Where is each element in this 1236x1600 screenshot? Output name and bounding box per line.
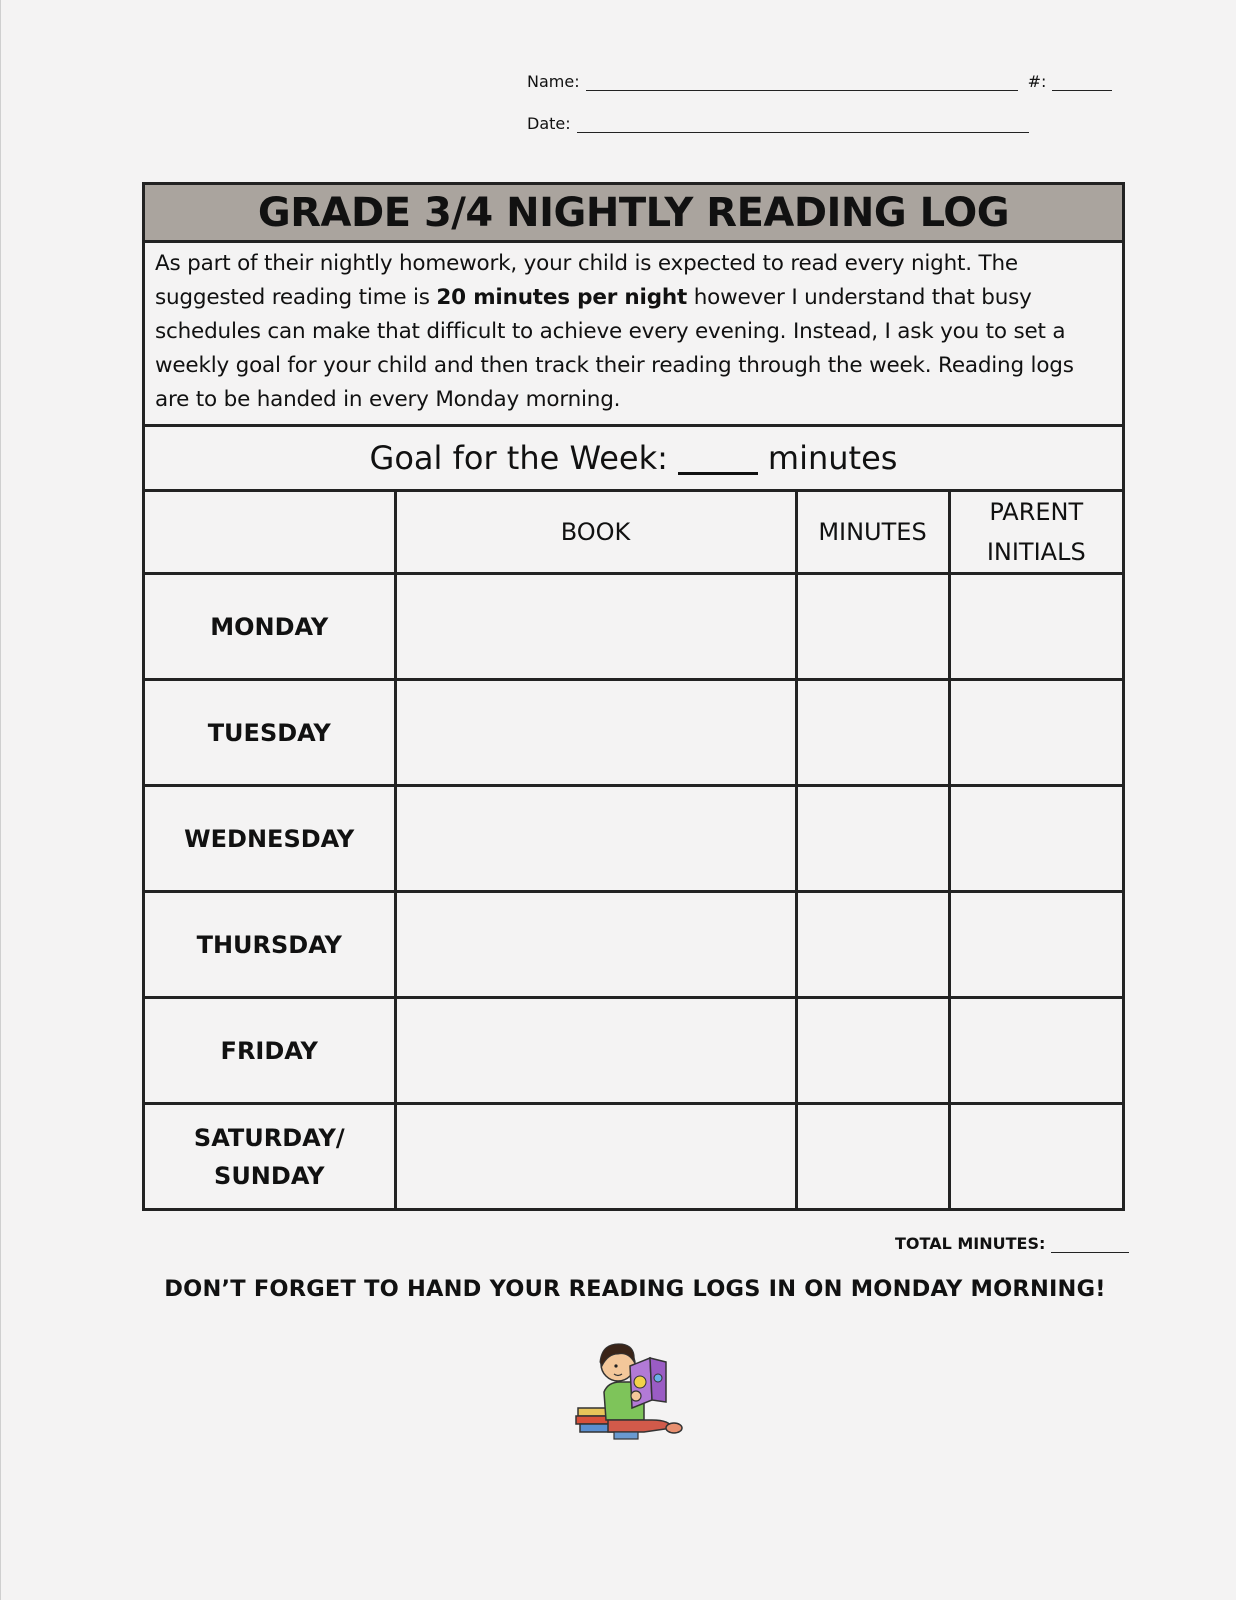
name-blank[interactable] <box>586 72 1018 91</box>
day-label: SATURDAY/ SUNDAY <box>145 1104 395 1209</box>
book-cell[interactable] <box>395 892 796 998</box>
minutes-cell[interactable] <box>796 574 949 680</box>
intro-text-1: As part of their nightly homework, your child is expected to read every night. The suggested reading time is <box>155 251 1018 310</box>
date-field-row <box>527 114 1029 133</box>
header-day <box>145 492 395 574</box>
date-blank[interactable] <box>577 114 1029 133</box>
reminder-text: DON’T FORGET TO HAND YOUR READING LOGS IN ON MONDAY MORNING! <box>164 1276 1106 1302</box>
name-field-row <box>527 72 1112 91</box>
initials-cell[interactable] <box>949 680 1122 786</box>
reading-log <box>142 182 1125 1211</box>
number-label: #: <box>1027 72 1047 91</box>
total-minutes-label: TOTAL MINUTES: <box>895 1234 1046 1253</box>
table-row <box>145 1104 1122 1209</box>
date-label: Date: <box>527 114 571 133</box>
initials-cell[interactable] <box>949 1104 1122 1209</box>
minutes-cell[interactable] <box>796 786 949 892</box>
name-label: Name: <box>527 72 580 91</box>
table-row <box>145 892 1122 998</box>
total-minutes-blank[interactable] <box>1051 1234 1129 1253</box>
day-label: WEDNESDAY <box>145 786 395 892</box>
table-row <box>145 680 1122 786</box>
child-reading-icon <box>574 1336 684 1442</box>
book-cell[interactable] <box>395 786 796 892</box>
header-parent-initials: PARENT INITIALS <box>949 492 1122 574</box>
header-row <box>145 492 1122 574</box>
day-label: THURSDAY <box>145 892 395 998</box>
weekly-goal <box>145 427 1122 492</box>
table-row <box>145 786 1122 892</box>
book-cell[interactable] <box>395 998 796 1104</box>
goal-prefix: Goal for the Week: <box>369 439 668 477</box>
log-title: GRADE 3/4 NIGHTLY READING LOG <box>145 185 1122 243</box>
page-edge <box>0 0 1 1600</box>
goal-blank[interactable] <box>678 442 758 475</box>
book-cell[interactable] <box>395 1104 796 1209</box>
minutes-cell[interactable] <box>796 680 949 786</box>
book-cell[interactable] <box>395 680 796 786</box>
intro-bold: 20 minutes per night <box>436 285 688 310</box>
table-row <box>145 998 1122 1104</box>
intro-paragraph <box>145 243 1122 427</box>
intro-text-2: however I understand that busy schedules can make that difficult to achieve every evening. Instead, I ask you to set a weekly goal for your child and then track their reading through the week. Reading logs are to be handed in every Monday morning. <box>155 285 1074 412</box>
initials-cell[interactable] <box>949 998 1122 1104</box>
initials-cell[interactable] <box>949 892 1122 998</box>
minutes-cell[interactable] <box>796 892 949 998</box>
day-label: FRIDAY <box>145 998 395 1104</box>
book-cell[interactable] <box>395 574 796 680</box>
initials-cell[interactable] <box>949 786 1122 892</box>
day-label: MONDAY <box>145 574 395 680</box>
minutes-cell[interactable] <box>796 998 949 1104</box>
total-minutes <box>895 1234 1129 1253</box>
header-minutes: MINUTES <box>796 492 949 574</box>
goal-suffix: minutes <box>767 439 898 477</box>
header-book: BOOK <box>395 492 796 574</box>
minutes-cell[interactable] <box>796 1104 949 1209</box>
day-label: TUESDAY <box>145 680 395 786</box>
number-blank[interactable] <box>1052 72 1112 91</box>
table-row <box>145 574 1122 680</box>
initials-cell[interactable] <box>949 574 1122 680</box>
log-table <box>145 492 1122 1208</box>
